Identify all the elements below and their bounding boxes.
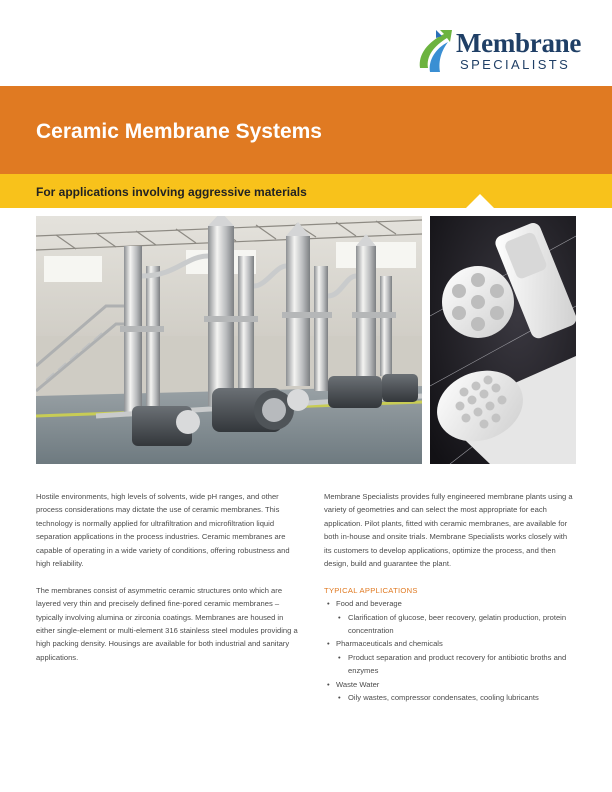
application-detail: • Product separation and product recovery for antibiotic broths and enzymes <box>324 651 576 678</box>
company-logo <box>414 26 584 76</box>
title-band <box>0 86 612 174</box>
page-subtitle: For applications involving aggressive materials <box>36 185 307 199</box>
subtitle-band <box>0 174 612 208</box>
logo-wordmark-membrane: Membrane <box>456 28 582 58</box>
applications-heading: TYPICAL APPLICATIONS <box>324 585 418 595</box>
application-detail: • Oily wastes, compressor condensates, cooling lubricants <box>324 691 576 704</box>
intro-paragraph: Hostile environments, high levels of solvents, wide pH ranges, and other process considerations may dictate the use of ceramic membranes. This technology is normally applied for ultrafiltration and microfiltration liquid separation applications in the process industries. Ceramic membranes are capable of operating in a wide variety of conditions, offering robustness and high reliability. <box>36 492 290 569</box>
application-label: • Waste Water <box>324 678 576 691</box>
services-paragraph: Membrane Specialists provides fully engineered membrane plants using a variety of geometries and can select the most appropriate for each application. Pilot plants, fitted with ceramic membranes, are available for both in-house and onsite trials. Membrane Specialists works closely with its customers to develop applications, optimize the process, and then design, build and guarantee the plant. <box>324 492 573 569</box>
application-sublist <box>324 611 576 638</box>
construction-paragraph: The membranes consist of asymmetric ceramic structures onto which are layered very thin and precisely defined fine-pored ceramic membranes – typically involving alumina or zirconia coatings. Membranes are housed in either single-element or multi-element 316 stainless steel modules providing a high packing density. Housings are available for both industrial and sanitary applications. <box>36 585 298 662</box>
ceramic-elements-illustration <box>430 216 576 464</box>
plant-photo <box>36 216 422 464</box>
droplet-swoosh-icon <box>414 28 454 74</box>
application-item <box>324 678 576 705</box>
plant-photo-illustration <box>36 216 422 464</box>
application-detail: • Clarification of glucose, beer recovery, gelatin production, protein concentration <box>324 611 576 638</box>
ceramic-elements-photo <box>430 216 576 464</box>
application-sublist <box>324 651 576 678</box>
logo-wordmark-specialists: SPECIALISTS <box>460 57 571 72</box>
band-notch <box>466 194 494 208</box>
body-left-column <box>36 490 298 678</box>
application-item <box>324 637 576 677</box>
body-right-column <box>324 490 576 704</box>
application-label: • Pharmaceuticals and chemicals <box>324 637 576 650</box>
page-title: Ceramic Membrane Systems <box>36 120 322 143</box>
applications-list <box>324 597 576 704</box>
application-sublist <box>324 691 576 704</box>
application-label: • Food and beverage <box>324 597 576 610</box>
application-item <box>324 597 576 637</box>
